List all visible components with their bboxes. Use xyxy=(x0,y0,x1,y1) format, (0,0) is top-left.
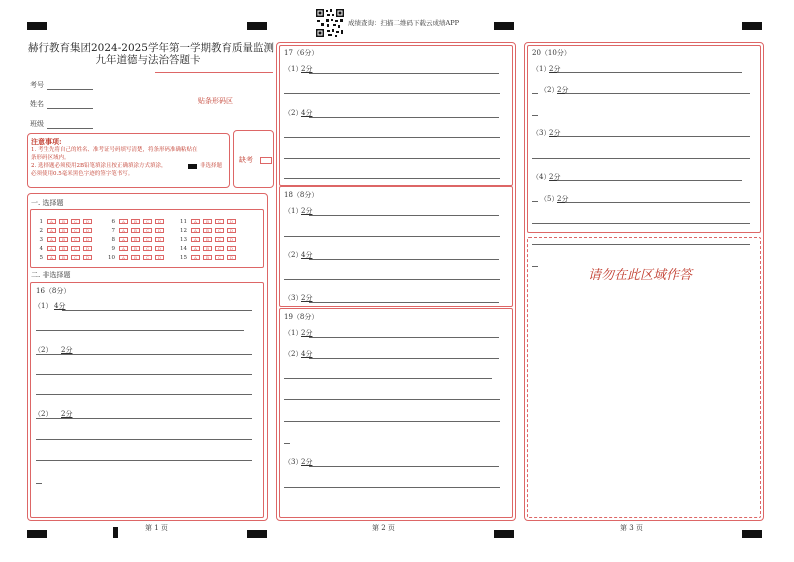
q18-part-3: （3） xyxy=(284,294,303,302)
qr-code-icon xyxy=(315,8,345,38)
q20-part-3: （3） xyxy=(532,129,551,137)
option-d[interactable]: D xyxy=(227,255,236,260)
option-b[interactable]: B xyxy=(203,255,212,260)
answer-line[interactable] xyxy=(284,378,492,379)
answer-line[interactable] xyxy=(284,421,500,422)
notice-line: 2. 选择题必须使用2B铅笔填涂且按正确填涂方式填涂， xyxy=(31,163,167,169)
notice-inline-tail: 非选择题 xyxy=(200,163,223,169)
q20-points-4: 2分 xyxy=(549,173,561,181)
option-c[interactable]: C xyxy=(215,219,224,224)
q18-box[interactable] xyxy=(279,186,513,307)
q20-part-1: （1） xyxy=(532,65,551,73)
q16-part-1: （1） xyxy=(34,302,53,310)
q17-points-2: 4分 xyxy=(301,109,313,117)
option-d[interactable]: D xyxy=(83,255,92,260)
option-d[interactable]: D xyxy=(83,219,92,224)
option-a[interactable]: A xyxy=(47,219,56,224)
section-choice-title: 一. 选择题 xyxy=(31,199,64,207)
field-label-exam-no: 考号 xyxy=(30,81,44,89)
option-a[interactable]: A xyxy=(191,228,200,233)
answer-line[interactable] xyxy=(532,93,538,94)
answer-line[interactable] xyxy=(309,337,499,338)
answer-line[interactable] xyxy=(309,358,499,359)
q19-part-2: （2） xyxy=(284,350,303,358)
answer-line[interactable] xyxy=(565,93,750,94)
option-b[interactable]: B xyxy=(131,219,140,224)
q17-part-1: （1） xyxy=(284,65,303,73)
option-d[interactable]: D xyxy=(83,228,92,233)
option-c[interactable]: C xyxy=(71,237,80,242)
notice-title: 注意事项: xyxy=(31,137,62,146)
no-answer-zone-label: 请勿在此区域作答 xyxy=(588,268,693,283)
answer-line[interactable] xyxy=(565,202,750,203)
answer-line[interactable] xyxy=(557,72,742,73)
option-c[interactable]: C xyxy=(71,255,80,260)
q19-points-2: 4分 xyxy=(301,350,313,358)
option-d[interactable]: D xyxy=(227,246,236,251)
q19-points-3: 2分 xyxy=(301,458,313,466)
q20-part-2: （2） xyxy=(540,86,559,94)
answer-line[interactable] xyxy=(309,73,499,74)
answer-line[interactable] xyxy=(532,115,538,116)
option-c[interactable]: C xyxy=(71,219,80,224)
option-c[interactable]: C xyxy=(143,237,152,242)
option-d[interactable]: D xyxy=(155,219,164,224)
q20-header: 20（10分） xyxy=(532,49,571,57)
option-b[interactable]: B xyxy=(203,246,212,251)
answer-line[interactable] xyxy=(532,244,750,245)
q20-part-5: （5） xyxy=(540,195,559,203)
option-b[interactable]: B xyxy=(131,246,140,251)
q19-part-3: （3） xyxy=(284,458,303,466)
option-c[interactable]: C xyxy=(143,255,152,260)
option-b[interactable]: B xyxy=(59,228,68,233)
answer-line[interactable] xyxy=(284,137,500,138)
answer-line[interactable] xyxy=(36,354,252,355)
answer-line[interactable] xyxy=(36,330,244,331)
option-a[interactable]: A xyxy=(119,219,128,224)
option-c[interactable]: C xyxy=(215,255,224,260)
option-a[interactable]: A xyxy=(191,237,200,242)
class-field[interactable] xyxy=(47,128,93,129)
answer-line[interactable] xyxy=(62,310,252,311)
q20-part-4: （4） xyxy=(532,173,551,181)
answer-line[interactable] xyxy=(557,180,742,181)
q18-part-1: （1） xyxy=(284,207,303,215)
q20-points-1: 2分 xyxy=(549,65,561,73)
option-c[interactable]: C xyxy=(71,228,80,233)
option-b[interactable]: B xyxy=(203,219,212,224)
option-a[interactable]: A xyxy=(47,255,56,260)
option-d[interactable]: D xyxy=(83,237,92,242)
option-a[interactable]: A xyxy=(119,246,128,251)
answer-line[interactable] xyxy=(532,266,538,267)
option-c[interactable]: C xyxy=(143,246,152,251)
answer-line[interactable] xyxy=(36,439,252,440)
notice-line: 必须使用0.5毫米黑色字迹的签字笔书写。 xyxy=(31,171,134,177)
option-c[interactable]: C xyxy=(71,246,80,251)
page-footer: 第 1 页 xyxy=(145,524,168,532)
q18-points-1: 2分 xyxy=(301,207,313,215)
fill-example-mark xyxy=(188,164,197,169)
option-b[interactable]: B xyxy=(131,237,140,242)
option-c[interactable]: C xyxy=(215,237,224,242)
q16-points-1: 4分 xyxy=(54,302,66,310)
q19-header: 19（8分） xyxy=(284,313,319,321)
answer-line[interactable] xyxy=(309,466,499,467)
answer-line[interactable] xyxy=(284,443,290,444)
q16-part-3: （2） xyxy=(34,410,53,418)
option-a[interactable]: A xyxy=(47,246,56,251)
option-b[interactable]: B xyxy=(59,219,68,224)
q16-part-2: （2） xyxy=(34,346,53,354)
page-footer: 第 3 页 xyxy=(620,524,643,532)
option-d[interactable]: D xyxy=(227,237,236,242)
answer-line[interactable] xyxy=(309,117,499,118)
option-b[interactable]: B xyxy=(131,228,140,233)
q20-box[interactable] xyxy=(527,45,761,233)
q19-points-1: 2分 xyxy=(301,329,313,337)
option-b[interactable]: B xyxy=(203,237,212,242)
page-footer: 第 2 页 xyxy=(372,524,395,532)
answer-line[interactable] xyxy=(284,487,500,488)
timing-mark xyxy=(113,527,118,538)
option-b[interactable]: B xyxy=(59,255,68,260)
answer-line[interactable] xyxy=(532,223,750,224)
option-b[interactable]: B xyxy=(59,246,68,251)
timing-mark xyxy=(247,22,267,30)
answer-line[interactable] xyxy=(557,136,750,137)
timing-mark xyxy=(27,22,47,30)
option-d[interactable]: D xyxy=(155,246,164,251)
option-a[interactable]: A xyxy=(47,228,56,233)
timing-mark xyxy=(742,22,762,30)
timing-mark xyxy=(247,530,267,538)
qr-caption: 成绩查询：扫描二维码下载云成绩APP xyxy=(348,19,459,27)
answer-line[interactable] xyxy=(532,158,750,159)
q17-part-2: （2） xyxy=(284,109,303,117)
option-d[interactable]: D xyxy=(227,228,236,233)
q17-points-1: 2分 xyxy=(301,65,313,73)
notice-line: 1. 考生先将自己的姓名、准考证号码填写清楚，将条形码准确粘贴在 xyxy=(31,147,198,153)
option-b[interactable]: B xyxy=(131,255,140,260)
q18-part-2: （2） xyxy=(284,251,303,259)
option-b[interactable]: B xyxy=(59,237,68,242)
answer-line[interactable] xyxy=(284,158,500,159)
q16-answer-box[interactable] xyxy=(30,282,264,518)
option-d[interactable]: D xyxy=(155,255,164,260)
option-d[interactable]: D xyxy=(227,219,236,224)
answer-line[interactable] xyxy=(284,399,500,400)
field-label-name: 姓名 xyxy=(30,100,44,108)
barcode-area-label: 贴条形码区 xyxy=(198,97,233,105)
q17-header: 17（6分） xyxy=(284,49,319,57)
option-c[interactable]: C xyxy=(215,246,224,251)
option-d[interactable]: D xyxy=(155,228,164,233)
option-c[interactable]: C xyxy=(143,228,152,233)
option-c[interactable]: C xyxy=(143,219,152,224)
answer-line[interactable] xyxy=(532,201,538,202)
answer-line[interactable] xyxy=(36,460,252,461)
name-field[interactable] xyxy=(47,108,93,109)
option-c[interactable]: C xyxy=(215,228,224,233)
absent-checkbox[interactable] xyxy=(260,157,272,164)
timing-mark xyxy=(494,22,514,30)
option-b[interactable]: B xyxy=(203,228,212,233)
exam-no-field[interactable] xyxy=(47,89,93,90)
option-d[interactable]: D xyxy=(83,246,92,251)
answer-line[interactable] xyxy=(309,259,499,260)
q17-box[interactable] xyxy=(279,45,513,186)
page-subtitle: 九年道德与法治答题卡 xyxy=(95,54,201,66)
notice-line: 条形码区域内。 xyxy=(31,155,70,161)
timing-mark xyxy=(27,530,47,538)
option-a[interactable]: A xyxy=(119,255,128,260)
answer-line[interactable] xyxy=(36,418,252,419)
q19-part-1: （1） xyxy=(284,329,303,337)
answer-line[interactable] xyxy=(284,93,500,94)
option-a[interactable]: A xyxy=(191,219,200,224)
q20-points-5: 2分 xyxy=(557,195,569,203)
option-d[interactable]: D xyxy=(155,237,164,242)
option-a[interactable]: A xyxy=(47,237,56,242)
q16-header: 16（8分） xyxy=(36,287,71,295)
section-open-title: 二. 非选择题 xyxy=(31,271,71,279)
option-a[interactable]: A xyxy=(119,228,128,233)
page-title: 赫行教育集团2024-2025学年第一学期教育质量监测 xyxy=(28,42,274,54)
answer-line[interactable] xyxy=(284,279,500,280)
answer-line[interactable] xyxy=(309,302,499,303)
q18-header: 18（8分） xyxy=(284,191,319,199)
q20-points-2: 2分 xyxy=(557,86,569,94)
absent-label: 缺考 xyxy=(239,156,253,164)
answer-line[interactable] xyxy=(309,215,499,216)
answer-line[interactable] xyxy=(36,374,252,375)
answer-line[interactable] xyxy=(284,178,500,179)
q16-points-3: 2分 xyxy=(61,410,73,418)
answer-line[interactable] xyxy=(36,483,42,484)
timing-mark xyxy=(494,530,514,538)
option-a[interactable]: A xyxy=(191,246,200,251)
q18-points-3: 2分 xyxy=(301,294,313,302)
q16-points-2: 2分 xyxy=(61,346,73,354)
q18-points-2: 4分 xyxy=(301,251,313,259)
answer-line[interactable] xyxy=(36,394,252,395)
option-a[interactable]: A xyxy=(119,237,128,242)
answer-line[interactable] xyxy=(284,236,500,237)
option-a[interactable]: A xyxy=(191,255,200,260)
field-label-class: 班级 xyxy=(30,120,44,128)
q20-points-3: 2分 xyxy=(549,129,561,137)
timing-mark xyxy=(742,530,762,538)
